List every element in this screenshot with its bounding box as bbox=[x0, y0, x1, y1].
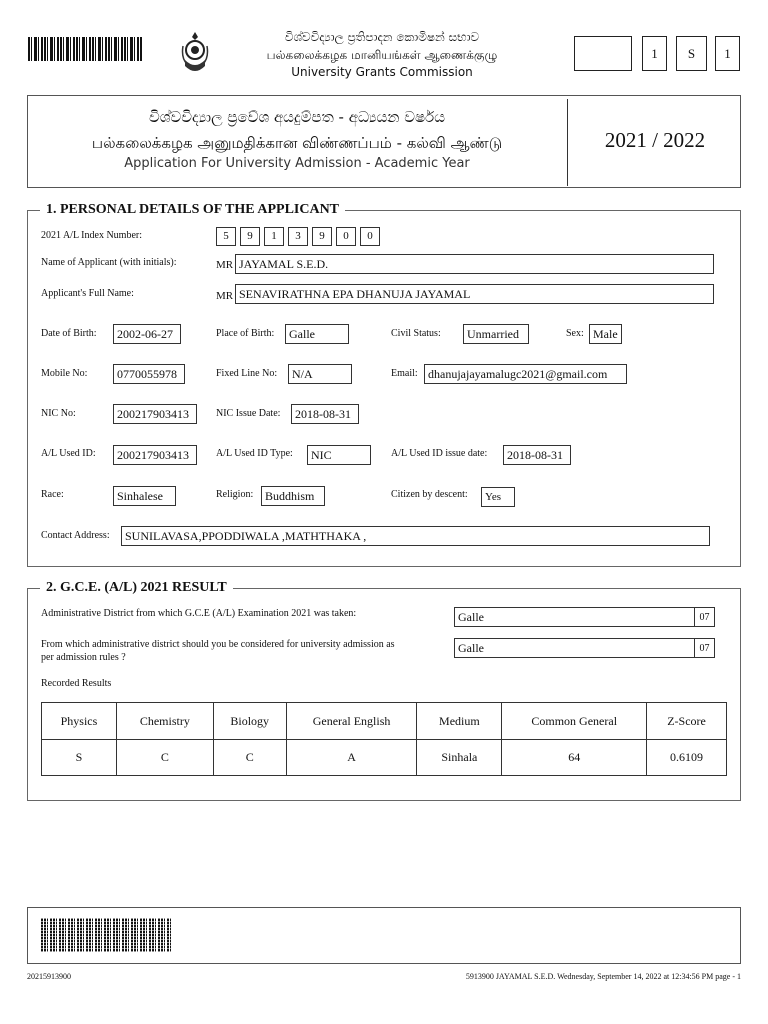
title-divider bbox=[567, 99, 568, 186]
nic-issue-field: 2018-08-31 bbox=[291, 404, 359, 424]
citizen-label: Citizen by descent: bbox=[391, 489, 468, 500]
sex-label: Sex: bbox=[566, 328, 584, 339]
title-sinhala: විශ්වවිද්‍යාල ප්‍රවේශ අයදුම්පත - අධ්‍යයන වර්ෂය bbox=[148, 108, 446, 126]
org-name-sinhala: විශ්වවිද්‍යාල ප්‍රතිපාදන කොමිෂන් සභාව bbox=[284, 30, 480, 44]
title-english: Application For University Admission - Academic Year bbox=[124, 156, 470, 171]
result-cell: A bbox=[286, 740, 417, 776]
address-label: Contact Address: bbox=[41, 530, 110, 541]
org-name-tamil: பல்கலைக்கழக மானியங்கள் ஆணைக்குழு bbox=[266, 48, 498, 62]
al-id-label: A/L Used ID: bbox=[41, 448, 96, 459]
results-header-row bbox=[42, 703, 727, 740]
religion-field: Buddhism bbox=[261, 486, 325, 506]
personal-section-title: 1. PERSONAL DETAILS OF THE APPLICANT bbox=[40, 202, 345, 218]
col-header: Z-Score bbox=[647, 703, 727, 740]
footer-reference: 20215913900 bbox=[27, 972, 71, 981]
civil-status-field: Unmarried bbox=[463, 324, 529, 344]
nic-field: 200217903413 bbox=[113, 404, 197, 424]
name-prefix: MR bbox=[216, 259, 234, 271]
pob-label: Place of Birth: bbox=[216, 328, 275, 339]
full-name-label: Applicant's Full Name: bbox=[41, 288, 134, 299]
dob-label: Date of Birth: bbox=[41, 328, 97, 339]
name-initials-label: Name of Applicant (with initials): bbox=[41, 257, 177, 268]
dob-field: 2002-06-27 bbox=[113, 324, 181, 344]
district-field bbox=[454, 607, 715, 627]
religion-label: Religion: bbox=[216, 489, 254, 500]
mobile-label: Mobile No: bbox=[41, 368, 88, 379]
district-code: 07 bbox=[694, 608, 714, 626]
email-field: dhanujajayamalugc2021@gmail.com bbox=[424, 364, 627, 384]
address-field: SUNILAVASA,PPODDIWALA ,MATHTHAKA , bbox=[121, 526, 710, 546]
full-name-prefix: MR bbox=[216, 290, 234, 302]
fixed-line-field: N/A bbox=[288, 364, 352, 384]
col-header: Physics bbox=[42, 703, 117, 740]
index-digit: 9 bbox=[312, 227, 332, 246]
result-cell: C bbox=[213, 740, 286, 776]
al-id-date-field: 2018-08-31 bbox=[503, 445, 571, 465]
footer-print-info: 5913900 JAYAMAL S.E.D. Wednesday, September 14, 2022 at 12:34:56 PM page - 1 bbox=[465, 972, 741, 981]
col-header: Chemistry bbox=[116, 703, 213, 740]
results-value-row bbox=[42, 740, 727, 776]
citizen-field: Yes bbox=[481, 487, 515, 507]
col-header: General English bbox=[286, 703, 417, 740]
district-value: Galle bbox=[458, 610, 484, 624]
admission-district-field bbox=[454, 638, 715, 658]
academic-year: 2021 / 2022 bbox=[604, 128, 706, 152]
result-cell: C bbox=[116, 740, 213, 776]
pdf417-barcode bbox=[41, 918, 171, 952]
index-digit: 5 bbox=[216, 227, 236, 246]
col-header: Common General bbox=[502, 703, 647, 740]
code-box-1 bbox=[574, 36, 632, 71]
fixed-line-label: Fixed Line No: bbox=[216, 368, 278, 379]
sex-field: Male bbox=[589, 324, 622, 344]
mobile-field: 0770055978 bbox=[113, 364, 185, 384]
race-field: Sinhalese bbox=[113, 486, 176, 506]
org-name-english: University Grants Commission bbox=[291, 65, 473, 79]
admission-district-label-2: per admission rules ? bbox=[41, 652, 126, 663]
al-id-type-label: A/L Used ID Type: bbox=[216, 448, 293, 459]
title-tamil: பல்கலைக்கழக அனுமதிக்கான விண்ணப்பம் - கல்வி ஆண்டு bbox=[91, 134, 503, 152]
al-id-field: 200217903413 bbox=[113, 445, 197, 465]
nic-issue-label: NIC Issue Date: bbox=[216, 408, 281, 419]
admission-district-value: Galle bbox=[458, 641, 484, 655]
name-initials-field: JAYAMAL S.E.D. bbox=[235, 254, 714, 274]
al-id-type-field: NIC bbox=[307, 445, 371, 465]
index-digit: 1 bbox=[264, 227, 284, 246]
code-box-2: 1 bbox=[642, 36, 667, 71]
col-header: Biology bbox=[213, 703, 286, 740]
recorded-results-label: Recorded Results bbox=[41, 678, 112, 689]
admission-district-code: 07 bbox=[694, 639, 714, 657]
email-label: Email: bbox=[391, 368, 418, 379]
gce-section-title: 2. G.C.E. (A/L) 2021 RESULT bbox=[40, 580, 233, 596]
index-digit: 0 bbox=[336, 227, 356, 246]
district-label: Administrative District from which G.C.E (A/L) Examination 2021 was taken: bbox=[41, 608, 357, 619]
ugc-crest-logo bbox=[181, 30, 209, 78]
civil-status-label: Civil Status: bbox=[391, 328, 441, 339]
al-id-date-label: A/L Used ID issue date: bbox=[391, 448, 488, 459]
code-box-4: 1 bbox=[715, 36, 740, 71]
admission-district-label-1: From which administrative district should you be considered for university admission as bbox=[41, 639, 395, 650]
index-digit: 3 bbox=[288, 227, 308, 246]
index-label: 2021 A/L Index Number: bbox=[41, 230, 143, 241]
results-table bbox=[41, 702, 727, 776]
code-box-3: S bbox=[676, 36, 707, 71]
race-label: Race: bbox=[41, 489, 64, 500]
full-name-field: SENAVIRATHNA EPA DHANUJA JAYAMAL bbox=[235, 284, 714, 304]
result-cell: Sinhala bbox=[417, 740, 502, 776]
result-cell: 0.6109 bbox=[647, 740, 727, 776]
top-barcode bbox=[28, 37, 142, 61]
result-cell: S bbox=[42, 740, 117, 776]
nic-label: NIC No: bbox=[41, 408, 76, 419]
result-cell: 64 bbox=[502, 740, 647, 776]
pob-field: Galle bbox=[285, 324, 349, 344]
col-header: Medium bbox=[417, 703, 502, 740]
index-digit: 9 bbox=[240, 227, 260, 246]
index-digit: 0 bbox=[360, 227, 380, 246]
